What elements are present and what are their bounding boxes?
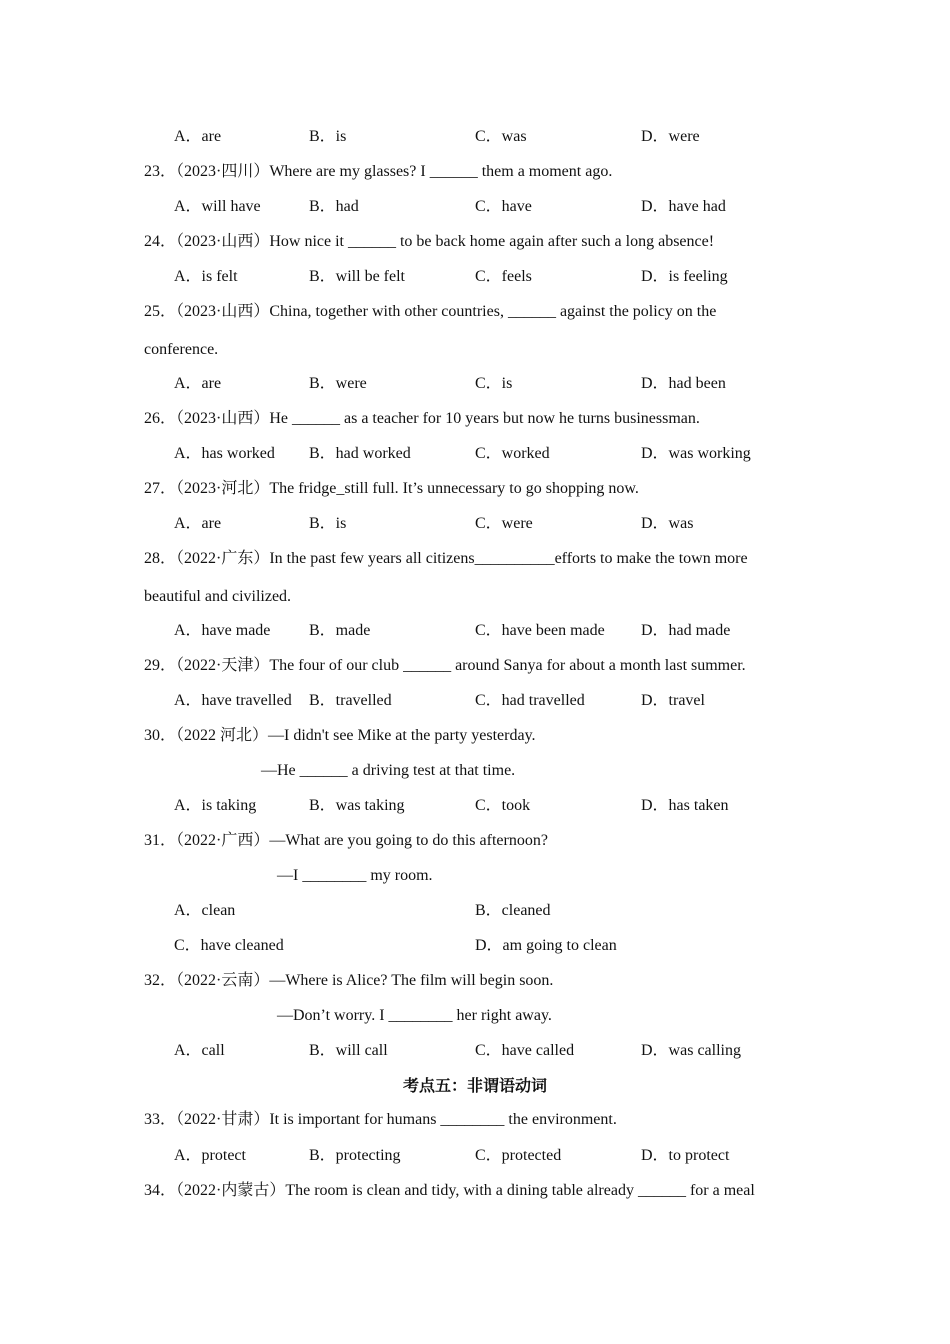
q22-option-b: B．is bbox=[309, 128, 347, 145]
q26-option-d: D．was working bbox=[641, 445, 751, 462]
question-34: 34．（2022·内蒙古）The room is clean and tidy, with a dining table already ______ for a meal bbox=[144, 1182, 755, 1199]
question-28-continuation: beautiful and civilized. bbox=[144, 588, 292, 605]
q27-option-a: A．are bbox=[174, 515, 222, 532]
q31-option-d: D．am going to clean bbox=[475, 937, 617, 954]
q28-option-a: A．have made bbox=[174, 622, 271, 639]
question-25-continuation: conference. bbox=[144, 341, 219, 358]
q29-option-b: B．travelled bbox=[309, 692, 392, 709]
question-32: 32．（2022·云南）—Where is Alice? The film will begin soon. bbox=[144, 972, 554, 989]
q24-option-b: B．will be felt bbox=[309, 268, 405, 285]
q29-option-d: D．travel bbox=[641, 692, 705, 709]
q32-option-d: D．was calling bbox=[641, 1042, 741, 1059]
section-heading: 考点五：非谓语动词 bbox=[402, 1078, 547, 1095]
q32-option-b: B．will call bbox=[309, 1042, 388, 1059]
q24-option-c: C．feels bbox=[475, 268, 532, 285]
question-24: 24．（2023·山西）How nice it ______ to be back home again after such a long absence! bbox=[144, 233, 715, 250]
question-30-reply: —He ______ a driving test at that time. bbox=[261, 762, 516, 779]
q31-option-c: C．have cleaned bbox=[174, 937, 284, 954]
question-33: 33．（2022·甘肃）It is important for humans ________ the environment. bbox=[144, 1111, 617, 1128]
q23-option-b: B．had bbox=[309, 198, 359, 215]
question-26: 26．（2023·山西）He ______ as a teacher for 10 years but now he turns businessman. bbox=[144, 410, 700, 427]
q31-option-b: B．cleaned bbox=[475, 902, 551, 919]
q32-option-a: A．call bbox=[174, 1042, 225, 1059]
q33-option-c: C．protected bbox=[475, 1147, 562, 1164]
q30-option-d: D．has taken bbox=[641, 797, 729, 814]
q28-option-c: C．have been made bbox=[475, 622, 605, 639]
q29-option-a: A．have travelled bbox=[174, 692, 292, 709]
q25-option-d: D．had been bbox=[641, 375, 726, 392]
question-31: 31．（2022·广西）—What are you going to do this afternoon? bbox=[144, 832, 548, 849]
question-23: 23．（2023·四川）Where are my glasses? I ______ them a moment ago. bbox=[144, 163, 613, 180]
q32-option-c: C．have called bbox=[475, 1042, 575, 1059]
q27-option-b: B．is bbox=[309, 515, 347, 532]
q26-option-a: A．has worked bbox=[174, 445, 275, 462]
question-28: 28．（2022·广东）In the past few years all citizens__________efforts to make the town more bbox=[144, 550, 748, 567]
question-27: 27．（2023·河北）The fridge_still full. It’s unnecessary to go shopping now. bbox=[144, 480, 639, 497]
q33-option-a: A．protect bbox=[174, 1147, 246, 1164]
question-29: 29．（2022·天津）The four of our club ______ around Sanya for about a month last summer. bbox=[144, 657, 746, 674]
q24-option-a: A．is felt bbox=[174, 268, 238, 285]
q23-option-d: D．have had bbox=[641, 198, 726, 215]
question-30: 30．（2022 河北）—I didn't see Mike at the party yesterday. bbox=[144, 727, 536, 744]
q29-option-c: C．had travelled bbox=[475, 692, 585, 709]
q22-option-d: D．were bbox=[641, 128, 700, 145]
q33-option-b: B．protecting bbox=[309, 1147, 401, 1164]
q31-option-a: A．clean bbox=[174, 902, 236, 919]
q30-option-a: A．is taking bbox=[174, 797, 257, 814]
q24-option-d: D．is feeling bbox=[641, 268, 728, 285]
q23-option-a: A．will have bbox=[174, 198, 261, 215]
q23-option-c: C．have bbox=[475, 198, 532, 215]
q26-option-c: C．worked bbox=[475, 445, 550, 462]
q28-option-b: B．made bbox=[309, 622, 371, 639]
q25-option-a: A．are bbox=[174, 375, 222, 392]
q25-option-c: C．is bbox=[475, 375, 513, 392]
q30-option-b: B．was taking bbox=[309, 797, 405, 814]
q28-option-d: D．had made bbox=[641, 622, 731, 639]
q25-option-b: B．were bbox=[309, 375, 367, 392]
question-31-reply: —I ________ my room. bbox=[277, 867, 433, 884]
q33-option-d: D．to protect bbox=[641, 1147, 730, 1164]
q27-option-c: C．were bbox=[475, 515, 533, 532]
q27-option-d: D．was bbox=[641, 515, 694, 532]
question-32-reply: —Don’t worry. I ________ her right away. bbox=[277, 1007, 552, 1024]
q22-option-a: A．are bbox=[174, 128, 222, 145]
q22-option-c: C．was bbox=[475, 128, 527, 145]
q26-option-b: B．had worked bbox=[309, 445, 411, 462]
q30-option-c: C．took bbox=[475, 797, 531, 814]
question-25: 25．（2023·山西）China, together with other countries, ______ against the policy on the bbox=[144, 303, 717, 320]
